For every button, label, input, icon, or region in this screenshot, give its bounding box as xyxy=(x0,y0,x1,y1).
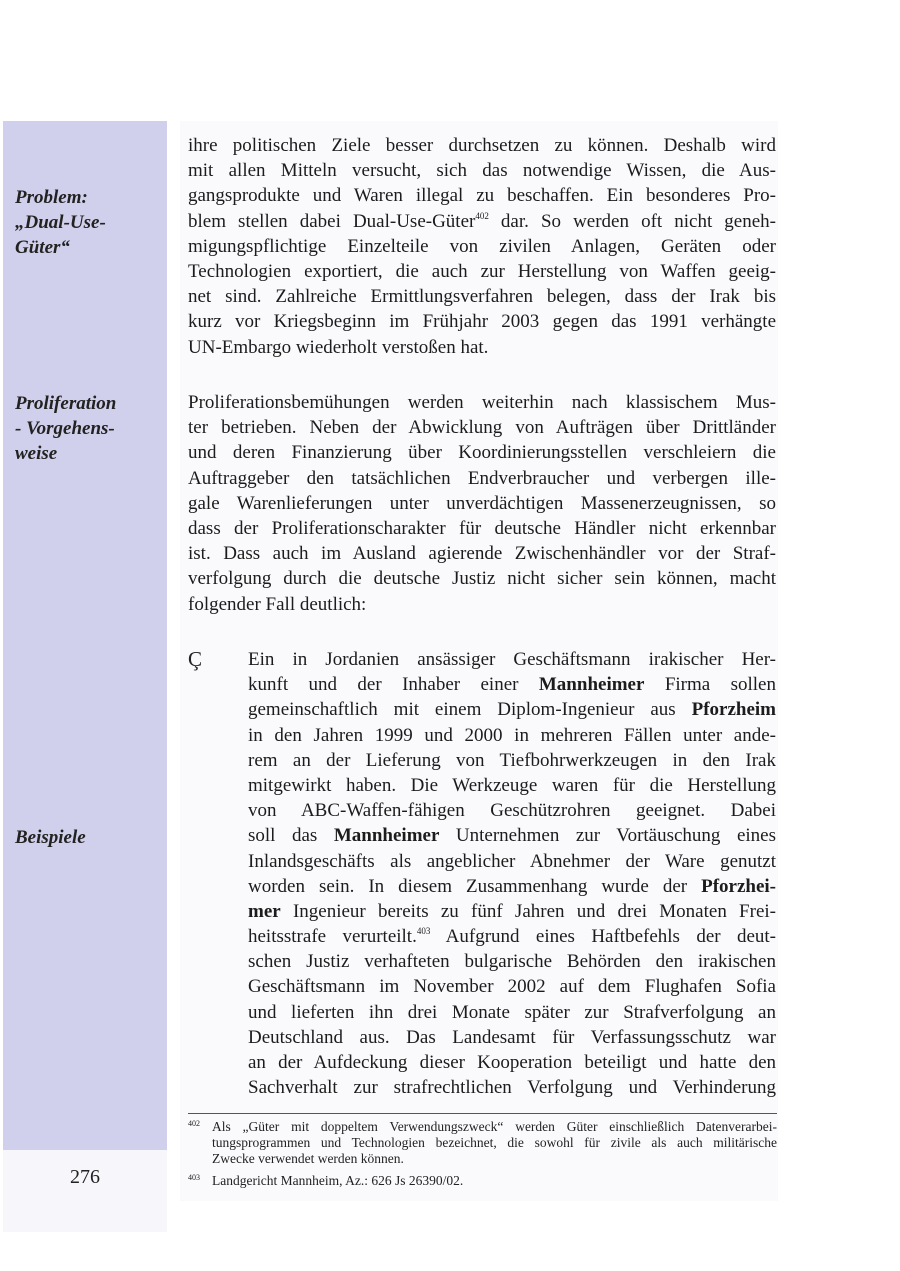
text-line: folgender Fall deutlich: xyxy=(188,593,367,615)
text-line: kurz vor Kriegsbeginn im Frühjahr 2003 gegen das 1991 verhängte xyxy=(188,311,776,333)
text-line: Auftraggeber den tatsächlichen Endverbraucher und verbergen ille- xyxy=(188,467,776,489)
margin-note-proliferation xyxy=(15,391,165,466)
margin-sidebar xyxy=(3,121,167,1150)
text-segment: Aufgrund eines Haftbefehls der deut- xyxy=(430,926,776,948)
margin-note-line: Problem: xyxy=(15,187,88,208)
text-line: Inlandsgeschäfts als angeblicher Abnehmer der Ware genutzt xyxy=(248,850,776,872)
bold-city-name: Mannheimer xyxy=(538,674,645,696)
text-segment: gemeinschaftlich mit einem Diplom-Ingenieur aus xyxy=(248,699,692,721)
footnote-line: tungsprogrammen und Technologien bezeichnet, die sowohl für zivile als auch militärische xyxy=(212,1135,777,1150)
bold-city-name: Mannheimer xyxy=(333,825,440,847)
text-line: und lieferten ihn drei Monate später zur Strafverfolgung an xyxy=(248,1001,776,1023)
text-line: mitgewirkt haben. Die Werkzeuge waren für die Herstellung xyxy=(248,774,776,796)
text-segment: Unternehmen zur Vortäuschung eines xyxy=(439,825,777,847)
margin-note-line: Beispiele xyxy=(15,827,86,848)
footnote-number: 402 xyxy=(188,1119,200,1128)
text-line: Ein in Jordanien ansässiger Geschäftsmann irakischer Her- xyxy=(248,649,776,670)
text-line: Proliferationsbemühungen werden weiterhin nach klassischem Mus- xyxy=(188,392,776,413)
margin-note-problem xyxy=(15,185,165,260)
text-line: Geschäftsmann im November 2002 auf dem Flughafen Sofia xyxy=(248,976,776,998)
footnote-ref-403: 403 xyxy=(416,926,431,937)
text-line: gangsprodukte und Waren illegal zu beschaffen. Ein besonderes Pro- xyxy=(188,185,776,207)
text-line: von ABC-Waffen-fähigen Geschützrohren geeignet. Dabei xyxy=(248,800,776,822)
footnote-line: Landgericht Mannheim, Az.: 626 Js 26390/02. xyxy=(212,1173,464,1188)
paragraph-proliferation xyxy=(188,390,776,617)
text-segment: Firma sollen xyxy=(644,674,776,696)
bullet-marker: Ç xyxy=(188,647,203,671)
margin-note-line: „Dual-Use- xyxy=(15,212,106,233)
text-line: Sachverhalt zur strafrechtlichen Verfolgung und Verhinderung xyxy=(248,1077,776,1099)
text-line: schen Justiz verhafteten bulgarische Behörden den irakischen xyxy=(248,951,776,973)
text-segment: Ingenieur bereits zu fünf Jahren und drei Monaten Frei- xyxy=(280,900,776,922)
footnote-ref-402: 402 xyxy=(475,210,489,221)
footnote-separator xyxy=(188,1113,777,1114)
text-segment: heitsstrafe verurteilt. xyxy=(248,926,417,948)
bold-city-name: mer xyxy=(248,900,281,922)
text-line: verfolgung durch die deutsche Justiz nicht sicher sein können, macht xyxy=(188,568,776,590)
example-paragraph xyxy=(248,647,776,1100)
margin-note-line: weise xyxy=(15,443,58,464)
footnote-text xyxy=(212,1119,777,1167)
text-segment: worden sein. In diesem Zusammenhang wurde der xyxy=(248,875,702,897)
text-line: an der Aufdeckung dieser Kooperation beteiligt und hatte den xyxy=(248,1052,776,1073)
margin-note-examples xyxy=(15,825,165,850)
page-number: 276 xyxy=(70,1166,100,1188)
margin-note-line: Proliferation xyxy=(15,393,117,414)
text-line: dass der Proliferationscharakter für deutsche Händler nicht erkennbar xyxy=(188,517,776,539)
text-line: ter betrieben. Neben der Abwicklung von Aufträgen über Drittländer xyxy=(188,417,776,439)
text-line: UN-Embargo wiederholt verstoßen hat. xyxy=(188,336,489,358)
paragraph-dual-use xyxy=(188,133,776,360)
text-line xyxy=(248,672,776,697)
text-segment: blem stellen dabei Dual-Use-Güter xyxy=(188,210,476,232)
text-segment: kunft und der Inhaber einer xyxy=(248,674,539,696)
text-line: in den Jahren 1999 und 2000 in mehreren Fällen unter ande- xyxy=(248,724,776,746)
text-line xyxy=(248,823,776,848)
footnote-number: 403 xyxy=(188,1173,200,1182)
margin-note-line: - Vorgehens- xyxy=(15,418,115,439)
text-line: Deutschland aus. Das Landesamt für Verfassungsschutz war xyxy=(248,1026,776,1048)
bold-city-name: Pforzhei- xyxy=(701,875,776,897)
margin-note-line: Güter“ xyxy=(15,237,70,258)
text-line: ihre politischen Ziele besser durchsetzen zu können. Deshalb wird xyxy=(188,135,776,156)
text-line: net sind. Zahlreiche Ermittlungsverfahren belegen, dass der Irak bis xyxy=(188,286,776,308)
text-line: gale Warenlieferungen unter unverdächtigen Massenerzeugnissen, so xyxy=(188,492,776,514)
text-line: migungspflichtige Einzelteile von zivilen Anlagen, Geräten oder xyxy=(188,235,776,257)
text-segment: soll das xyxy=(248,825,334,847)
footnote-text xyxy=(212,1173,777,1189)
text-line xyxy=(248,697,776,722)
text-segment: dar. So werden oft nicht geneh- xyxy=(488,210,776,232)
footnote-line: Als „Güter mit doppeltem Verwendungszweck“ werden Güter einschließlich Datenverarbei- xyxy=(212,1119,777,1134)
text-line: rem an der Lieferung von Tiefbohrwerkzeugen in den Irak xyxy=(248,749,776,771)
page-number-box xyxy=(3,1150,167,1232)
text-line: ist. Dass auch im Ausland agierende Zwischenhändler vor der Straf- xyxy=(188,543,776,565)
text-line: Technologien exportiert, die auch zur Herstellung von Waffen geeig- xyxy=(188,260,776,282)
bold-city-name: Pforzheim xyxy=(691,699,776,721)
text-line xyxy=(248,899,776,924)
text-line xyxy=(188,209,776,234)
text-line xyxy=(248,874,776,899)
footnote-line: Zwecke verwendet werden können. xyxy=(212,1151,404,1166)
text-line: und deren Finanzierung über Koordinierungsstellen verschleiern die xyxy=(188,442,776,464)
text-line xyxy=(248,924,776,949)
text-line: mit allen Mitteln versucht, sich das notwendige Wissen, die Aus- xyxy=(188,160,776,182)
